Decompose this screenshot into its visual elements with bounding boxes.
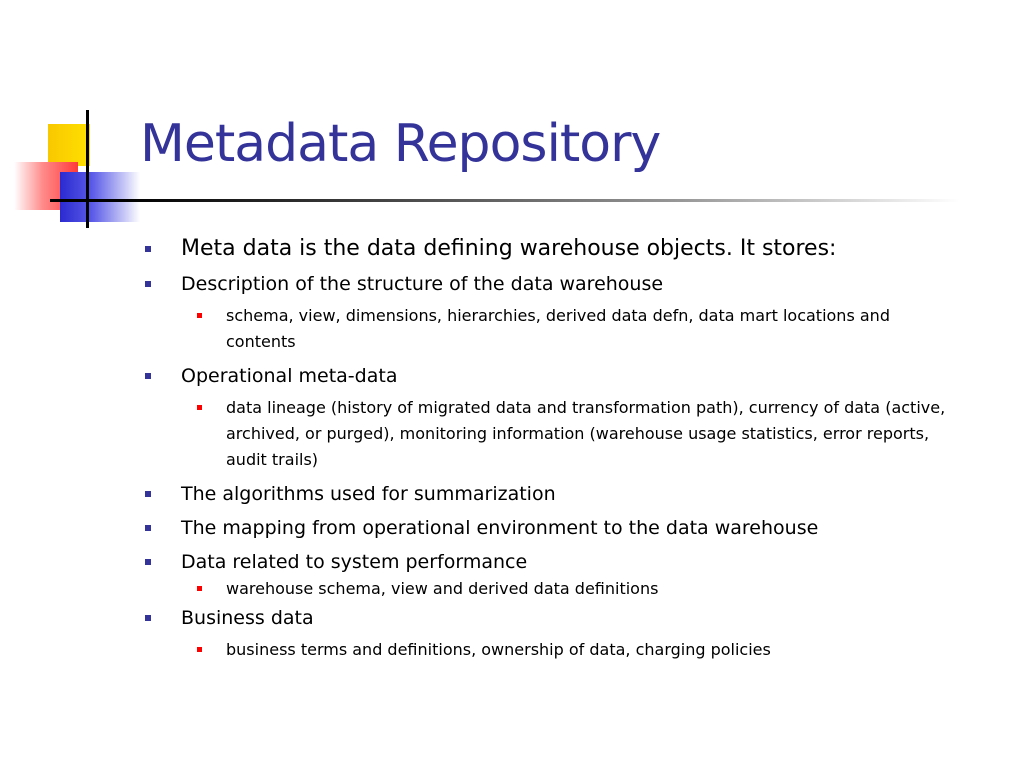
square-bullet-icon <box>145 281 151 287</box>
bullet-text: Business data <box>181 607 314 629</box>
square-bullet-icon <box>145 615 151 621</box>
bullet-list <box>140 234 970 672</box>
sub-bullet-item <box>140 637 970 663</box>
bullet-text: The algorithms used for summarization <box>181 483 556 505</box>
bullet-item <box>140 364 970 389</box>
corner-decoration <box>0 0 160 240</box>
sub-bullet-item <box>140 576 970 602</box>
bullet-text: Operational meta-data <box>181 365 398 387</box>
vertical-rule <box>86 110 89 228</box>
sub-bullet-text: business terms and definitions, ownership of data, charging policies <box>226 640 771 659</box>
sub-bullet-item <box>140 395 970 473</box>
sub-bullet-text: warehouse schema, view and derived data definitions <box>226 579 659 598</box>
square-bullet-icon <box>145 246 151 252</box>
bullet-text: The mapping from operational environment to the data warehouse <box>181 517 819 539</box>
sub-bullet-item <box>140 303 970 355</box>
yellow-square-shape <box>48 124 90 166</box>
square-bullet-icon <box>145 491 151 497</box>
bullet-text: Description of the structure of the data warehouse <box>181 273 664 295</box>
bullet-item <box>140 272 970 297</box>
square-bullet-icon <box>145 525 151 531</box>
square-bullet-icon <box>197 586 202 591</box>
bullet-item <box>140 606 970 631</box>
bullet-item <box>140 482 970 507</box>
bullet-item <box>140 550 970 575</box>
sub-bullet-text: schema, view, dimensions, hierarchies, derived data defn, data mart locations and contents <box>226 306 890 351</box>
bullet-text: Data related to system performance <box>181 551 528 573</box>
slide-title: Metadata Repository <box>140 114 661 174</box>
square-bullet-icon <box>145 373 151 379</box>
square-bullet-icon <box>145 559 151 565</box>
bullet-item <box>140 516 970 541</box>
bullet-item <box>140 234 970 264</box>
square-bullet-icon <box>197 647 202 652</box>
square-bullet-icon <box>197 405 202 410</box>
bullet-text: Meta data is the data defining warehouse objects. It stores: <box>181 236 837 261</box>
square-bullet-icon <box>197 313 202 318</box>
sub-bullet-text: data lineage (history of migrated data and transformation path), currency of data (active, archived, or purged), monitoring information (warehouse usage statistics, error reports, audit trails) <box>226 398 946 469</box>
blue-square-shape <box>60 172 140 222</box>
title-underline-rule <box>50 199 960 202</box>
